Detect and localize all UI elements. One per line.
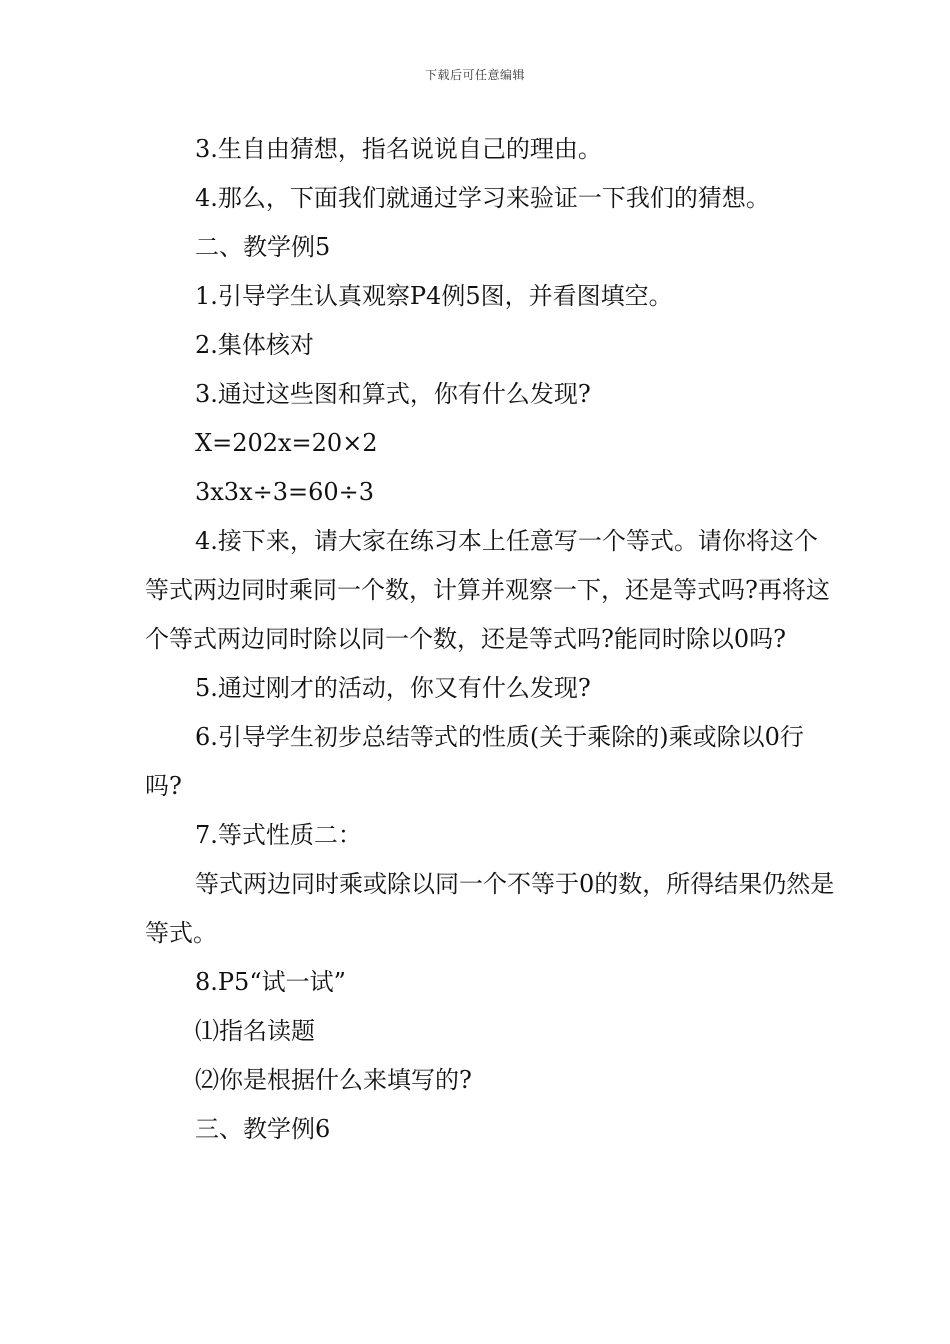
paragraph-3: 1.引导学生认真观察P4例5图，并看图填空。 [195, 282, 673, 310]
paragraph-8: 6.引导学生初步总结等式的性质(关于乘除的)乘或除以0行吗? [145, 723, 804, 800]
section-heading-example-6: 三、教学例6 [195, 1115, 331, 1143]
paragraph-2: 4.那么，下面我们就通过学习来验证一下我们的猜想。 [195, 184, 770, 212]
list-item-1: ⑴指名读题 [195, 1017, 315, 1045]
paragraph-4: 2.集体核对 [195, 331, 314, 359]
list-item-2: ⑵你是根据什么来填写的? [195, 1066, 472, 1094]
paragraph-1: 3.生自由猜想，指名说说自己的理由。 [195, 135, 602, 163]
equation-line-1: X=202x=20×2 [195, 429, 378, 457]
paragraph-9: 7.等式性质二： [195, 821, 362, 849]
equation-line-2: 3x3x÷3=60÷3 [195, 478, 375, 506]
header-note: 下载后可任意编辑 [424, 68, 525, 82]
paragraph-7: 5.通过刚才的活动，你又有什么发现? [195, 674, 591, 702]
paragraph-6: 4.接下来，请大家在练习本上任意写一个等式。请你将这个等式两边同时乘同一个数，计算并观察一下，还是等式吗?再将这个等式两边同时除以同一个数，还是等式吗?能同时除以0吗? [145, 527, 830, 653]
document-body [145, 125, 835, 1154]
section-heading-example-5: 二、教学例5 [195, 233, 331, 261]
paragraph-5: 3.通过这些图和算式，你有什么发现? [195, 380, 591, 408]
paragraph-10: 8.P5“试一试” [195, 968, 346, 996]
property-statement: 等式两边同时乘或除以同一个不等于0的数，所得结果仍然是等式。 [145, 870, 835, 947]
